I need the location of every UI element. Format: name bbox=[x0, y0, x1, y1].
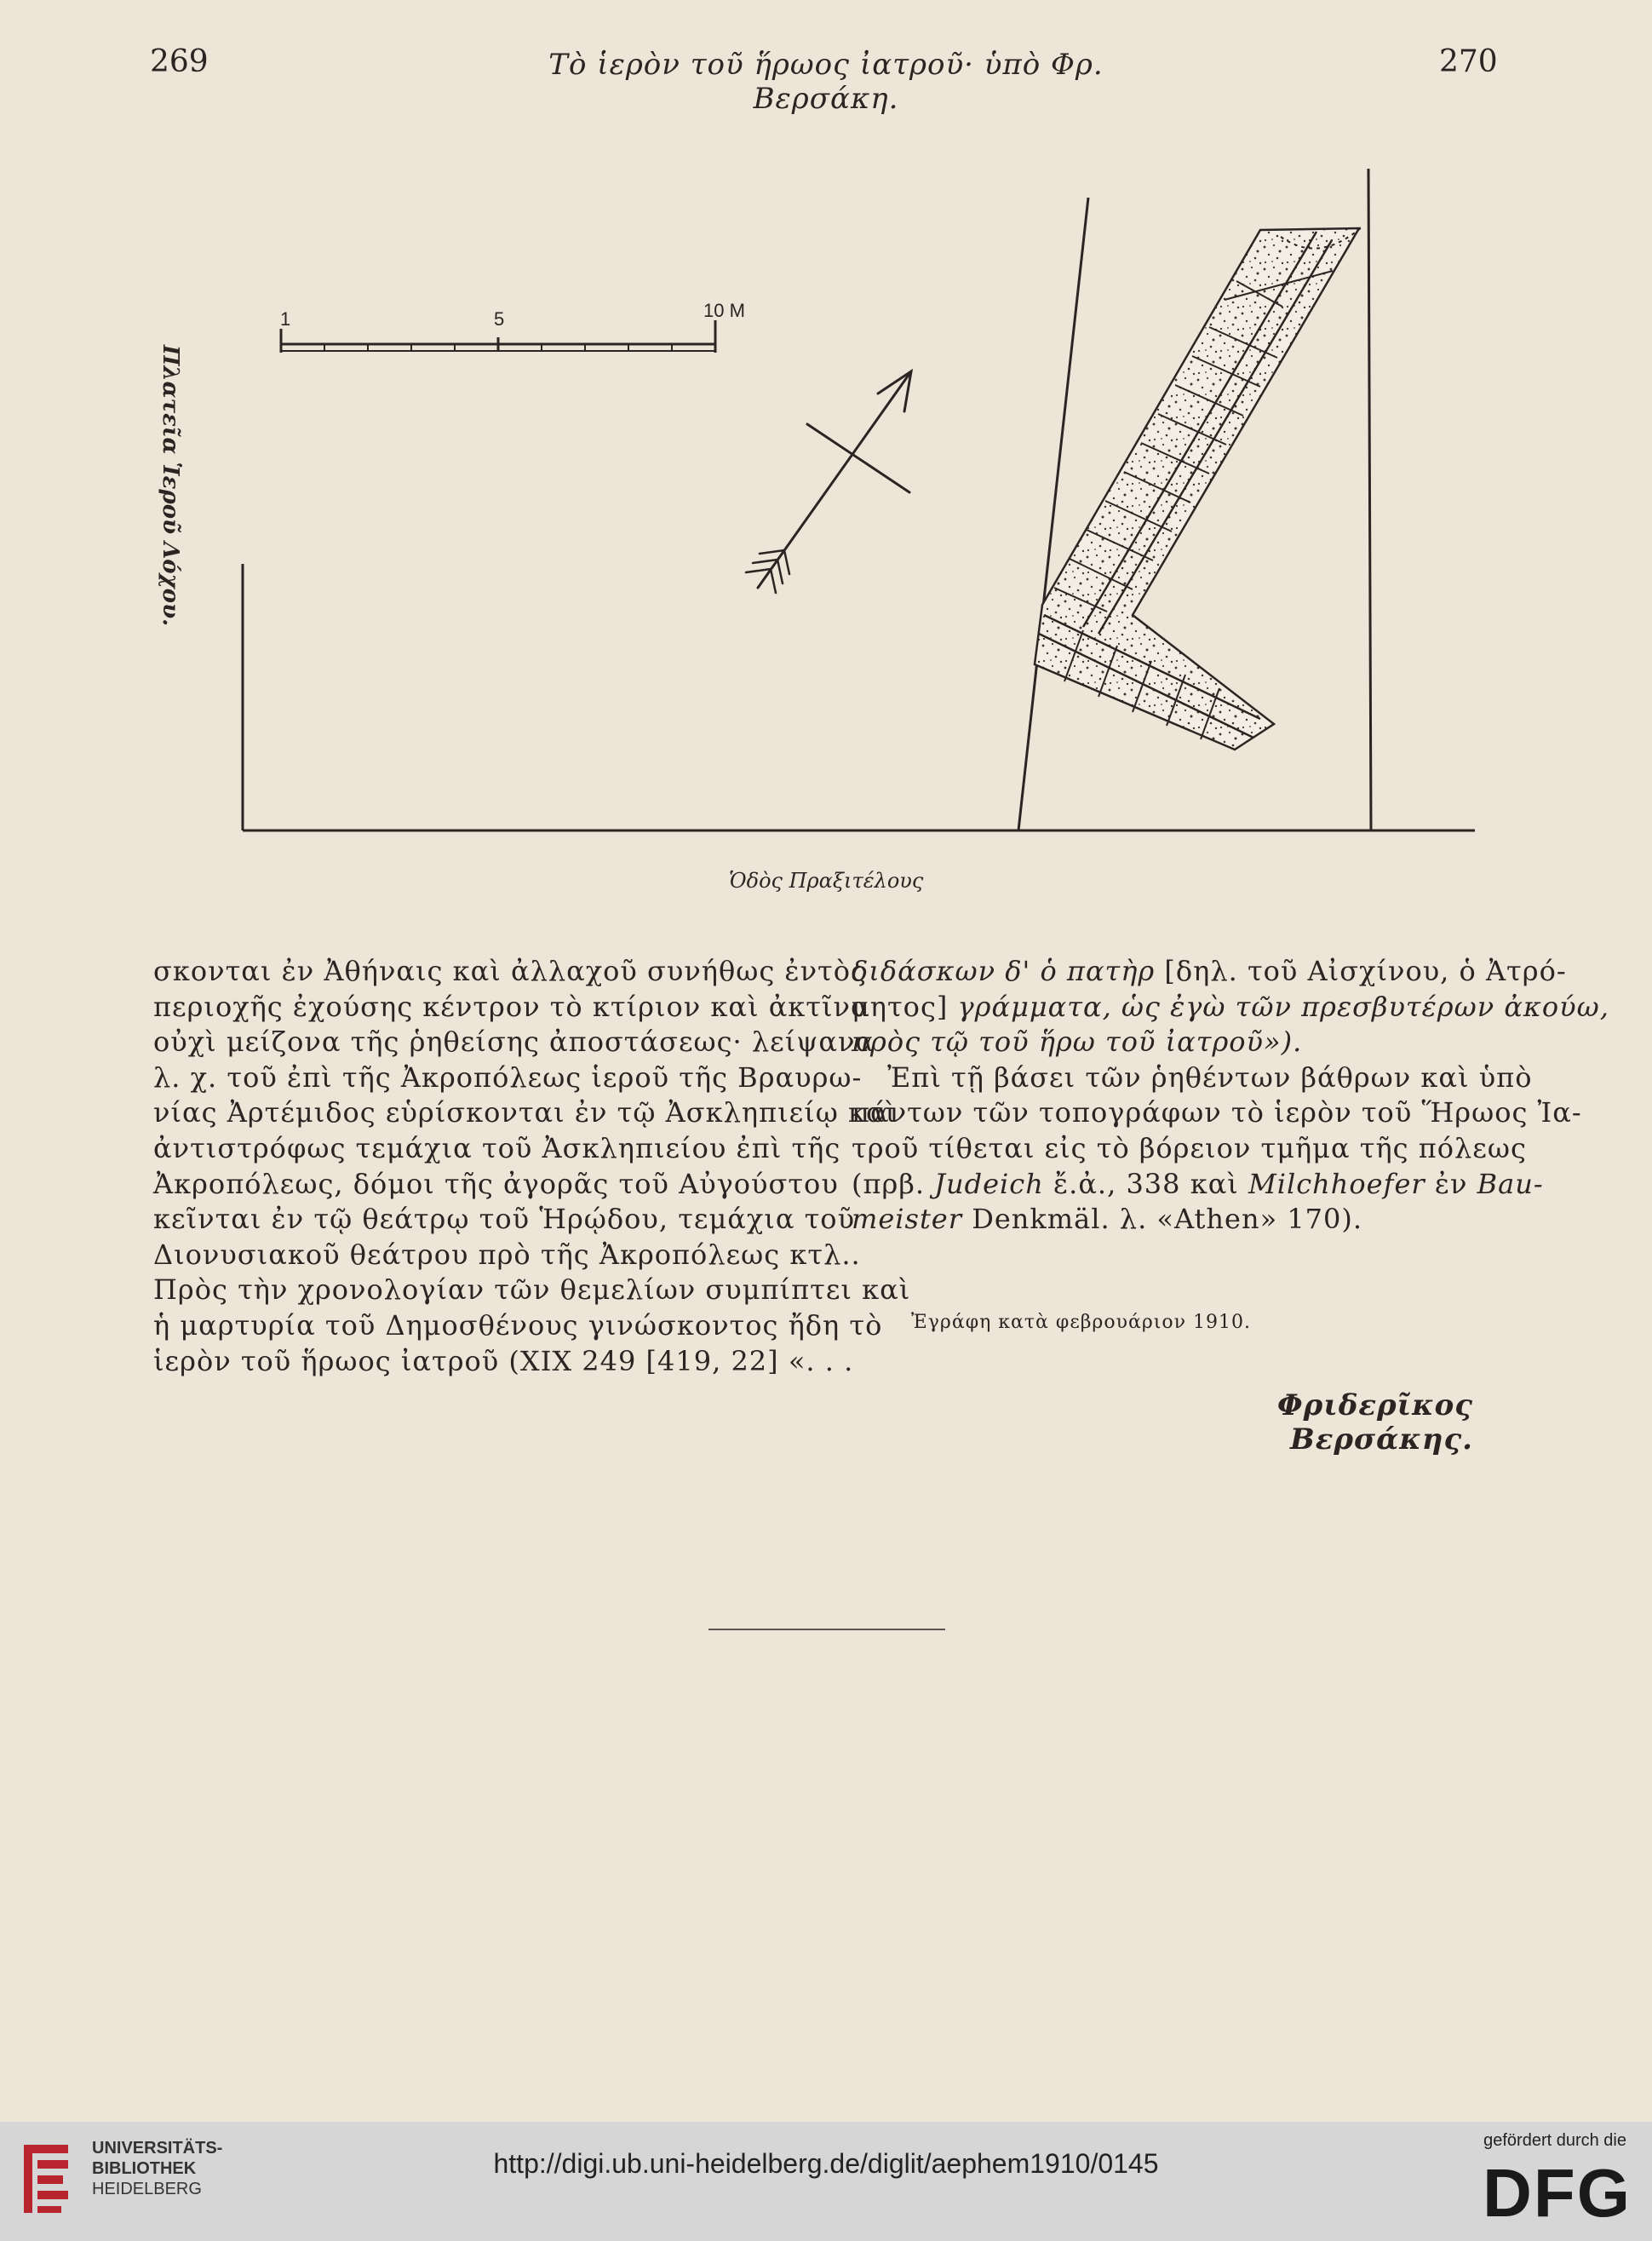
permalink[interactable]: http://digi.ub.uni-heidelberg.de/diglit/aephem1910/0145 bbox=[493, 2148, 1159, 2179]
text-line: περιοχῆς ἐχούσης κέντρον τὸ κτίριον καὶ ἀκτῖνα bbox=[153, 990, 870, 1023]
north-arrow-icon bbox=[746, 371, 911, 593]
text-line: ἡ μαρτυρία τοῦ Δημοσθένους γινώσκοντος ἤδη τὸ bbox=[153, 1308, 883, 1342]
site-plan bbox=[0, 0, 1652, 937]
text-line: ἱερὸν τοῦ ἥρωος ἰατροῦ (XIX 249 [419, 22] «. . . bbox=[153, 1344, 854, 1377]
text-line: πάντων τῶν τοπογράφων τὸ ἱερὸν τοῦ Ἥρωος Ἰα- bbox=[852, 1096, 1582, 1129]
dfg-logo: DFG bbox=[1483, 2155, 1632, 2231]
text-line bbox=[852, 1167, 1544, 1203]
text-line: κεῖνται ἐν τῷ θεάτρῳ τοῦ Ἡρῴδου, τεμάχια τοῦ bbox=[153, 1203, 856, 1236]
institution-line: UNIVERSITÄTS- bbox=[92, 2139, 223, 2158]
institution-line: HEIDELBERG bbox=[92, 2180, 202, 2198]
text-line: Ἀκροπόλεως, δόμοι τῆς ἀγορᾶς τοῦ Αὐγούστου bbox=[153, 1167, 839, 1200]
text-line: Διονυσιακοῦ θεάτρου πρὸ τῆς Ἀκροπόλεως κτλ.. bbox=[153, 1238, 861, 1271]
page-number-right: 270 bbox=[1439, 44, 1498, 79]
plain-span: μητος] bbox=[852, 990, 958, 1023]
text-line bbox=[852, 954, 1567, 990]
plain-span: (πρβ. bbox=[852, 1167, 935, 1200]
right-text-column bbox=[852, 954, 1609, 1238]
text-line: τροῦ τίθεται εἰς τὸ βόρειον τμῆμα τῆς πόλεως bbox=[852, 1131, 1527, 1164]
institution-line: BIBLIOTHEK bbox=[92, 2159, 197, 2178]
plain-span: ἐν bbox=[1425, 1167, 1477, 1200]
page-number-left: 269 bbox=[150, 44, 209, 79]
text-line: Ἐπὶ τῇ βάσει τῶν ῥηθέντων βάθρων καὶ ὑπὸ bbox=[887, 1060, 1533, 1094]
italic-span: διδάσκων δ' ὁ πατὴρ bbox=[852, 955, 1156, 987]
italic-span: meister bbox=[852, 1203, 963, 1236]
university-library-logo-icon bbox=[19, 2135, 80, 2223]
institution-name bbox=[92, 2138, 222, 2199]
funded-by-text: gefördert durch die bbox=[1483, 2131, 1626, 2150]
text-line: ἀντιστρόφως τεμάχια τοῦ Ἀσκληπιείου ἐπὶ τῆς bbox=[153, 1131, 841, 1164]
plain-span: ἔ.ἀ., 338 καὶ bbox=[1043, 1167, 1249, 1200]
text-line bbox=[852, 990, 1609, 1026]
plain-span: [δηλ. τοῦ Αἰσχίνου, ὁ Ἀτρό- bbox=[1155, 955, 1567, 987]
text-line: οὐχὶ μείζονα τῆς ῥηθείσης ἀποστάσεως· λείψανα bbox=[153, 1026, 875, 1059]
italic-span: γράμματα, ὡς ἐγὼ τῶν πρεσβυτέρων ἀκούω, bbox=[957, 990, 1609, 1023]
scale-tick-10: 10 M bbox=[703, 300, 745, 321]
text-line: σκονται ἐν Ἀθήναις καὶ ἀλλαχοῦ συνήθως ἐντὸς bbox=[153, 955, 867, 987]
scale-tick-5: 5 bbox=[494, 308, 505, 330]
italic-span: Milchhoefer bbox=[1248, 1167, 1425, 1200]
author-signature: Φριδερῖκος Βερσάκης. bbox=[1277, 1388, 1473, 1457]
running-head: Τὸ ἱερὸν τοῦ ἥρωος ἰατροῦ· ὑπὸ Φρ. Βερσάκη. bbox=[548, 48, 1104, 116]
text-line: λ. χ. τοῦ ἐπὶ τῆς Ἀκροπόλεως ἱεροῦ τῆς Βραυρω- bbox=[153, 1060, 863, 1094]
section-divider bbox=[708, 1629, 945, 1630]
plain-span: Denkmäl. λ. «Athen» 170). bbox=[962, 1203, 1363, 1236]
italic-span: Bau- bbox=[1477, 1167, 1544, 1200]
text-line: νίας Ἀρτέμιδος εὑρίσκονται ἐν τῷ Ἀσκληπιείῳ καὶ bbox=[153, 1096, 898, 1129]
foundation-remains bbox=[1035, 227, 1362, 750]
date-note: Ἐγράφη κατὰ φεβρουάριον 1910. bbox=[911, 1312, 1251, 1333]
text-line: Πρὸς τὴν χρονολογίαν τῶν θεμελίων συμπίπτει καὶ bbox=[153, 1273, 911, 1307]
italic-span: πρὸς τῷ τοῦ ἥρω τοῦ ἰατροῦ»). bbox=[852, 1026, 1303, 1059]
text-line bbox=[852, 1025, 1499, 1060]
scale-tick-1: 1 bbox=[280, 308, 291, 330]
text-line bbox=[852, 1202, 1499, 1238]
street-label-iero-lochou: Πλατεῖα Ἱεροῦ Λόχου. bbox=[158, 344, 183, 627]
street-label-praxitelous: Ὁδὸς Πραξιτέλους bbox=[729, 869, 924, 893]
italic-span: Judeich bbox=[934, 1167, 1044, 1200]
library-footer bbox=[0, 2122, 1652, 2241]
